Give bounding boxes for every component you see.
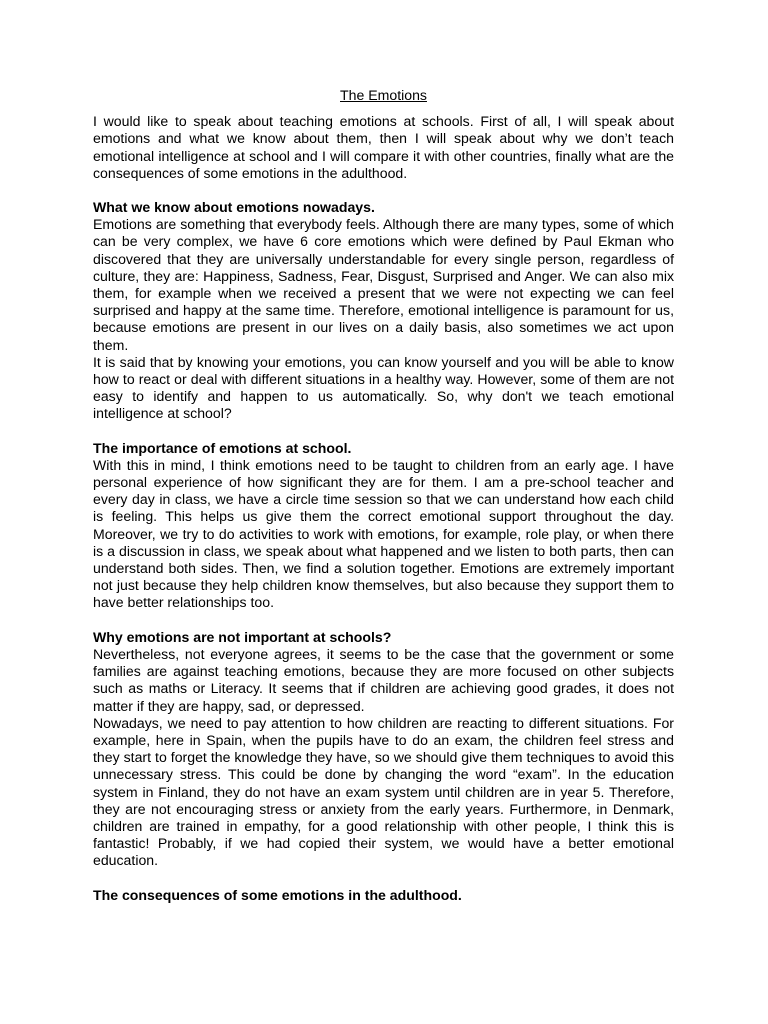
section-paragraph: Nevertheless, not everyone agrees, it seems to be the case that the government or some families are against teaching emotions, because they are more focused on other subjects such as maths or Literacy. It seems that if children are achieving good grades, it does not matter if they are happy, sad, or depressed. bbox=[93, 645, 674, 714]
section-heading: Why emotions are not important at schools? bbox=[93, 628, 392, 645]
section-paragraph: With this in mind, I think emotions need to be taught to children from an early age. I have personal experience of how significant they are for them. I am a pre-school teacher and every day in class, we have a circle time session so that we can understand how each child is feeling. This helps us give them the correct emotional support throughout the day. Moreover, we try to do activities to work with emotions, for example, role play, or when there is a discussion in class, we speak about what happened and we listen to both parts, then can understand both sides. Then, we find a solution together. Emotions are extremely important not just because they help children know themselves, but also because they support them to have better relationships too. bbox=[93, 456, 674, 611]
section-paragraph: Nowadays, we need to pay attention to how children are reacting to different situations. For example, here in Spain, when the pupils have to do an exam, the children feel stress and they start to forget the knowledge they have, so we should give them techniques to avoid this unnecessary stress. This could be done by changing the word “exam”. In the education system in Finland, they do not have an exam system until children are in year 5. Therefore, they are not encouraging stress or anxiety from the early years. Furthermore, in Denmark, children are trained in empathy, for a good relationship with other people, I think this is fantastic! Probably, if we had copied their system, we would have a better emotional education. bbox=[93, 714, 674, 869]
section-heading: The consequences of some emotions in the adulthood. bbox=[93, 886, 462, 903]
document-page bbox=[93, 87, 674, 904]
section-paragraph: Emotions are something that everybody feels. Although there are many types, some of which can be very complex, we have 6 core emotions which were defined by Paul Ekman who discovered that they are universally understandable for every single person, regardless of culture, they are: Happiness, Sadness, Fear, Disgust, Surprised and Anger. We can also mix them, for example when we received a present that we were not expecting we can feel surprised and happy at the same time. Therefore, emotional intelligence is paramount for us, because emotions are present in our lives on a daily basis, also sometimes we act upon them. bbox=[93, 216, 674, 353]
section-heading: The importance of emotions at school. bbox=[93, 439, 352, 456]
section-consequences bbox=[93, 887, 674, 904]
section-paragraph: It is said that by knowing your emotions, you can know yourself and you will be able to know how to react or deal with different situations in a healthy way. However, some of them are not easy to identify and happen to us automatically. So, why don't we teach emotional intelligence at school? bbox=[93, 353, 674, 422]
section-importance bbox=[93, 440, 674, 612]
document-title: The Emotions bbox=[340, 87, 427, 103]
intro-paragraph: I would like to speak about teaching emotions at schools. First of all, I will speak about emotions and what we know about them, then I will speak about why we don’t teach emotional intelligence at school and I will compare it with other countries, finally what are the consequences of some emotions in the adulthood. bbox=[93, 113, 674, 181]
section-heading: What we know about emotions nowadays. bbox=[93, 199, 375, 216]
section-why-not-important bbox=[93, 629, 674, 870]
section-what-we-know bbox=[93, 199, 674, 423]
